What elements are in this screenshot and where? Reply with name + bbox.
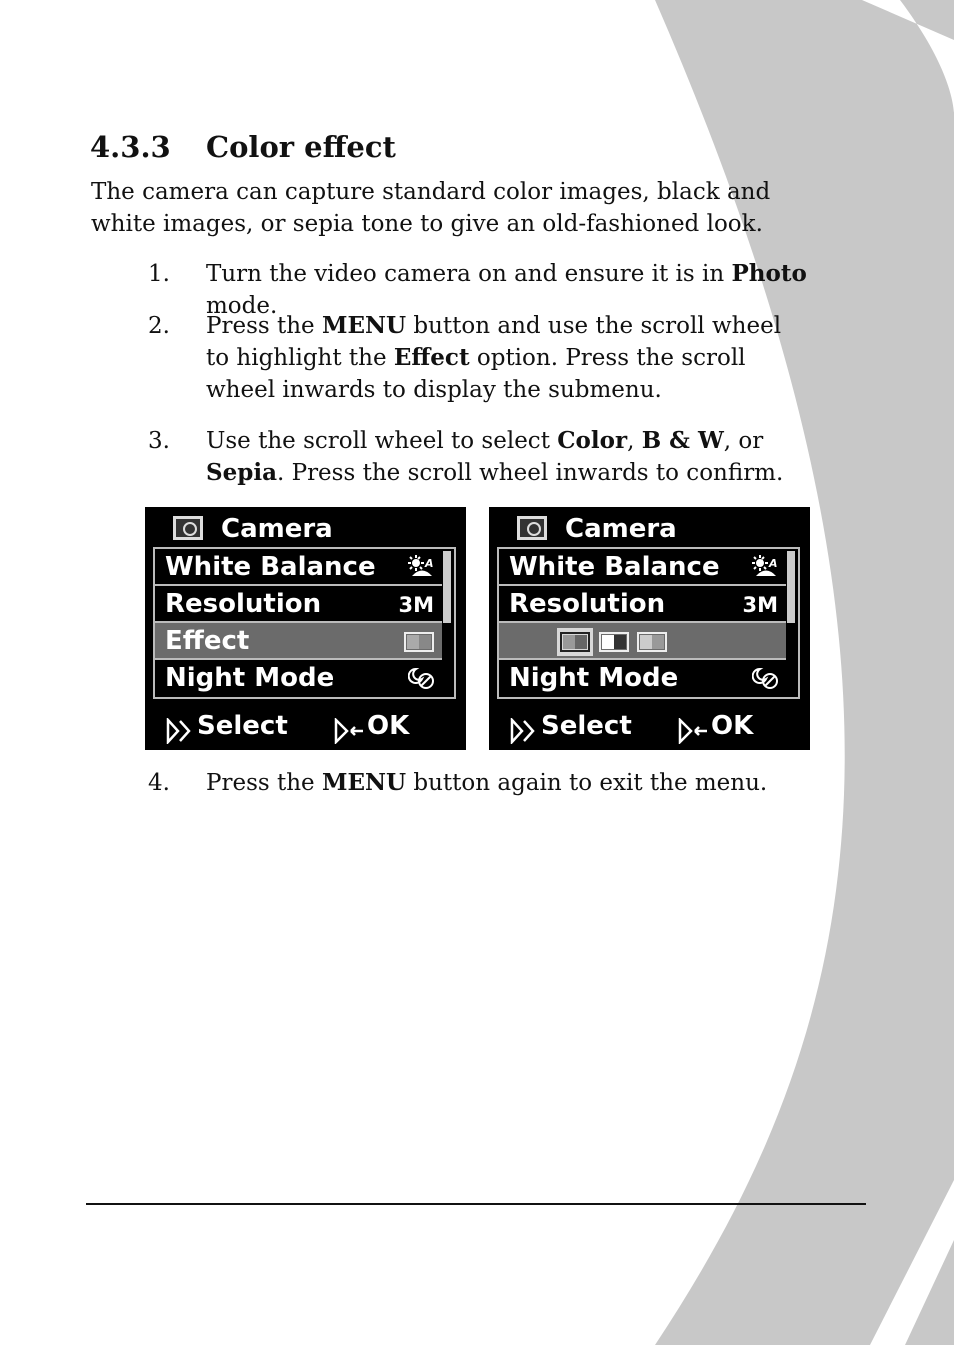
intro-paragraph: The camera can capture standard color images, black and white images, or sepia tone to give an old-fashioned look. [91, 179, 771, 237]
step-text: Press the MENU button and use the scroll wheel to highlight the Effect option. Press the scroll wheel inwards to display the submenu. [206, 312, 782, 403]
footer-select-label: Select [197, 711, 288, 741]
footer-select-label: Select [541, 711, 632, 741]
auto-white-balance-icon [408, 555, 436, 577]
step-number: 3. [148, 428, 170, 454]
auto-white-balance-icon [752, 555, 780, 577]
camera-icon [173, 516, 203, 540]
step-text: Press the MENU button again to exit the menu. [206, 769, 768, 796]
resolution-value: 3M [742, 593, 778, 617]
menu-item-night-mode[interactable] [499, 660, 786, 697]
resolution-value: 3M [398, 593, 434, 617]
scroll-wheel-icon [509, 718, 537, 744]
effect-submenu-row [499, 623, 786, 660]
menu-item-label: Night Mode [165, 663, 335, 693]
menu-item-white-balance[interactable] [499, 549, 786, 586]
menu-title: Camera [221, 514, 333, 544]
menu-item-resolution[interactable] [499, 586, 786, 623]
section-heading [90, 128, 396, 166]
menu-item-effect[interactable] [155, 623, 442, 660]
svg-text:A: A [425, 557, 434, 570]
menu-item-label: Resolution [509, 589, 666, 619]
svg-text:A: A [769, 557, 778, 570]
camera-menu-screen-effect-submenu [489, 507, 810, 750]
menu-item-label: White Balance [509, 552, 720, 582]
menu-item-label: White Balance [165, 552, 376, 582]
footer-ok-label: OK [711, 711, 754, 741]
step-number: 1. [148, 261, 170, 287]
menu-item-label: Resolution [165, 589, 322, 619]
bw-option-icon[interactable] [599, 632, 629, 652]
step-number: 4. [148, 770, 170, 796]
night-mode-off-icon [408, 667, 436, 689]
section-number: 4.3.3 [90, 130, 171, 164]
sepia-option-icon[interactable] [637, 632, 667, 652]
menu-item-white-balance[interactable] [155, 549, 442, 586]
menu-item-resolution[interactable] [155, 586, 442, 623]
section-title: Color effect [206, 130, 396, 164]
menu-item-label: Effect [165, 626, 250, 656]
color-effect-icon [404, 632, 434, 652]
camera-icon [517, 516, 547, 540]
camera-menu-screen-effect [145, 507, 466, 750]
step-number: 2. [148, 313, 170, 339]
color-option-icon[interactable] [560, 632, 590, 652]
menu-list [497, 547, 800, 699]
footer-rule [86, 1203, 866, 1205]
footer-ok-label: OK [367, 711, 410, 741]
menu-title: Camera [565, 514, 677, 544]
night-mode-off-icon [752, 667, 780, 689]
scrollbar[interactable] [442, 551, 452, 697]
menu-list [153, 547, 456, 699]
scrollbar[interactable] [786, 551, 796, 697]
step-text: Use the scroll wheel to select Color, B & W, or Sepia. Press the scroll wheel inwards to confirm. [206, 427, 784, 486]
scroll-wheel-icon [165, 718, 193, 744]
step-text: Turn the video camera on and ensure it is in Photo mode. [206, 260, 807, 319]
menu-item-label: Night Mode [509, 663, 679, 693]
menu-item-night-mode[interactable] [155, 660, 442, 697]
